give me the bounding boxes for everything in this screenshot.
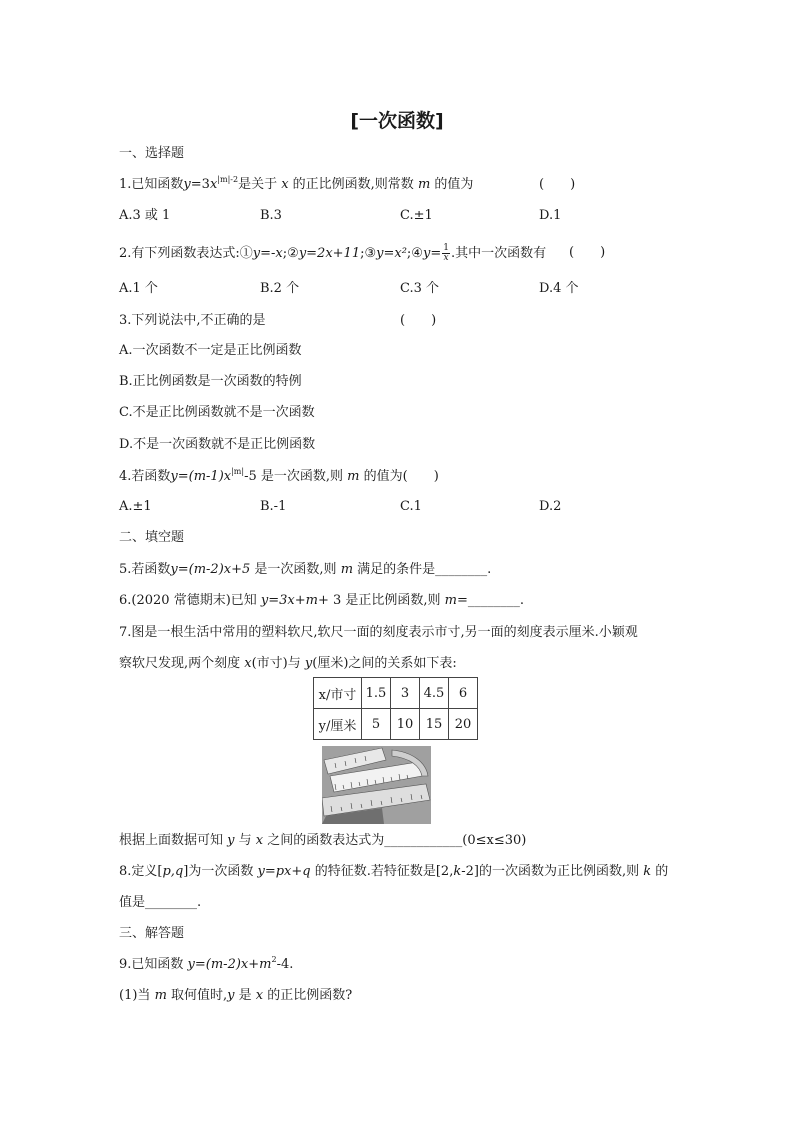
q1-option-c: C.±1 [400,208,433,223]
table-cell: 20 [449,709,478,740]
question-8-line-2: 值是________. [119,895,202,910]
q2-option-a: A.1 个 [119,281,158,296]
table-cell: 6 [449,678,478,709]
fraction-1-over-x: $\frac{1}{x}$ [443,243,449,263]
question-4: 4.若函数$y=(m-1)x^{|m|}-5$ 是一次函数,则 m 的值为( ) [119,467,439,484]
section-heading-choice: 一、选择题 [119,146,185,161]
q2-option-b: B.2 个 [260,281,300,296]
table-header-x: x/市寸 [314,678,362,709]
question-7-line-2: 察软尺发现,两个刻度 x(市寸)与 y(厘米)之间的关系如下表: [119,656,457,671]
answer-bracket-1: ( ) [539,177,576,192]
section-heading-fill: 二、填空题 [119,530,185,545]
table-cell: 3 [391,678,420,709]
question-6: 6.(2020 常德期末)已知 y=3x+m+ 3 是正比例函数,则 m=________. [119,593,525,608]
section-heading-solve: 三、解答题 [119,926,185,941]
question-5: 5.若函数y=(m-2)x+5 是一次函数,则 m 满足的条件是________. [119,562,492,577]
q4-option-c: C.1 [400,499,422,514]
question-1: 1.已知函数$y=3x^{|m|-2}$是关于 x 的正比例函数,则常数 m 的值为 [119,175,474,192]
question-3: 3.下列说法中,不正确的是 [119,313,266,328]
page-title: [一次函数] [350,110,444,132]
tape-measure-photo [322,746,431,824]
question-2: 2.有下列函数表达式:①y=-x;②y=2x+11;③y=x²;④y= $\frac{1}{x}$ .其中一次函数有 [119,243,547,263]
q4-option-d: D.2 [539,499,562,514]
q3-option-b: B.正比例函数是一次函数的特例 [119,374,302,389]
q2-option-d: D.4 个 [539,281,579,296]
q3-option-c: C.不是正比例函数就不是一次函数 [119,405,315,420]
table-row [314,709,478,740]
q2-option-c: C.3 个 [400,281,440,296]
q4-option-b: B.-1 [260,499,287,514]
question-9: 9.已知函数 $y=(m-2)x+m^2-4$. [119,955,294,972]
q3-option-d: D.不是一次函数就不是正比例函数 [119,437,316,452]
table-header-y: y/厘米 [314,709,362,740]
question-9-part-1: (1)当 m 取何值时,y 是 x 的正比例函数? [119,988,353,1003]
q1-option-b: B.3 [260,208,282,223]
question-7-conclusion: 根据上面数据可知 y 与 x 之间的函数表达式为____________(0≤x≤30) [119,833,527,848]
table-cell: 1.5 [362,678,391,709]
table-row [314,678,478,709]
q4-option-a: A.±1 [119,499,152,514]
answer-bracket-3: ( ) [400,313,437,328]
answer-bracket-2: ( ) [569,245,606,260]
q1-option-a: A.3 或 1 [119,208,171,223]
table-cell: 5 [362,709,391,740]
q3-option-a: A.一次函数不一定是正比例函数 [119,343,302,358]
q1-option-d: D.1 [539,208,562,223]
ruler-data-table [313,677,478,740]
table-cell: 4.5 [420,678,449,709]
table-cell: 10 [391,709,420,740]
question-8-line-1: 8.定义[p,q]为一次函数 y=px+q 的特征数.若特征数是[2,k-2]的一次函数为正比例函数,则 k 的 [119,864,669,879]
table-cell: 15 [420,709,449,740]
question-7-line-1: 7.图是一根生活中常用的塑料软尺,软尺一面的刻度表示市寸,另一面的刻度表示厘米.小颖观 [119,625,638,640]
